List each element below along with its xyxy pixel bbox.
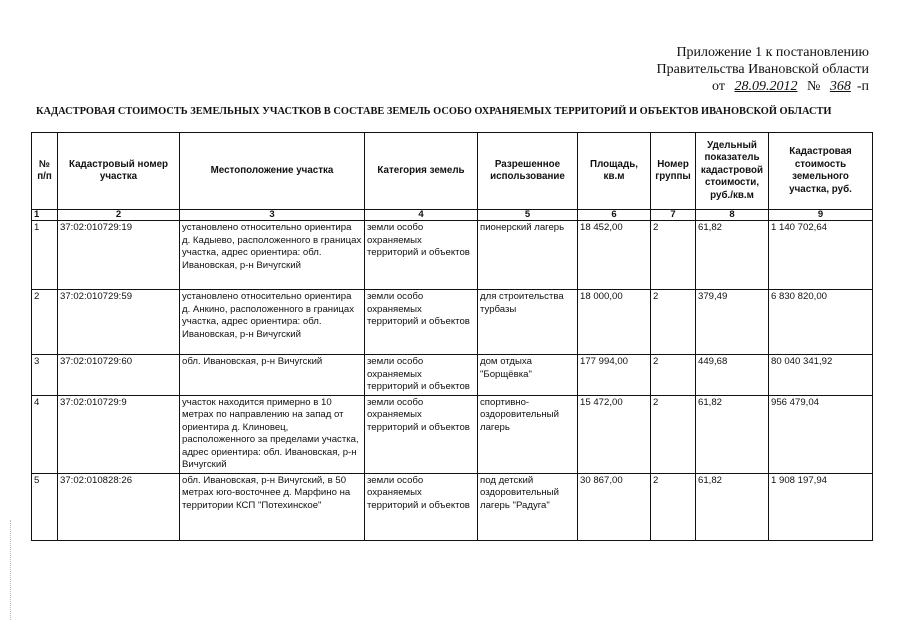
permitted-use: дом отдыха "Борщёвка" xyxy=(478,355,578,396)
column-number: 9 xyxy=(769,210,873,221)
land-category: земли особо охраняемых территорий и объектов xyxy=(365,290,478,355)
land-category: земли особо охраняемых территорий и объектов xyxy=(365,473,478,540)
plot-location: обл. Ивановская, р-н Вичугский, в 50 метрах юго-восточнее д. Марфино на территории КСП "Потехинское" xyxy=(180,473,365,540)
row-number: 2 xyxy=(32,290,58,355)
column-number: 4 xyxy=(365,210,478,221)
appendix-header xyxy=(657,44,869,95)
group-number: 2 xyxy=(651,473,696,540)
row-number: 1 xyxy=(32,221,58,290)
row-number: 5 xyxy=(32,473,58,540)
cadastral-value: 1 140 702,64 xyxy=(769,221,873,290)
group-number: 2 xyxy=(651,355,696,396)
land-category: земли особо охраняемых территорий и объектов xyxy=(365,221,478,290)
column-header: № п/п xyxy=(32,133,58,210)
area: 177 994,00 xyxy=(578,355,651,396)
column-number-row xyxy=(32,210,873,221)
permitted-use: пионерский лагерь xyxy=(478,221,578,290)
column-number: 6 xyxy=(578,210,651,221)
cadastral-number: 37:02:010729:9 xyxy=(58,395,180,473)
column-number: 3 xyxy=(180,210,365,221)
column-header: Удельный показатель кадастровой стоимости, руб./кв.м xyxy=(696,133,769,210)
document-title: КАДАСТРОВАЯ СТОИМОСТЬ ЗЕМЕЛЬНЫХ УЧАСТКОВ В СОСТАВЕ ЗЕМЕЛЬ ОСОБО ОХРАНЯЕМЫХ ТЕРРИТОРИЙ И ОБЪЕКТОВ ИВАНОВСКОЙ ОБЛАСТИ xyxy=(36,106,832,117)
appendix-line-1: Приложение 1 к постановлению xyxy=(676,45,869,60)
column-header: Площадь, кв.м xyxy=(578,133,651,210)
permitted-use: спортивно-оздоровительный лагерь xyxy=(478,395,578,473)
area: 18 452,00 xyxy=(578,221,651,290)
cadastral-value: 80 040 341,92 xyxy=(769,355,873,396)
column-header: Кадастровый номер участка xyxy=(58,133,180,210)
land-category: земли особо охраняемых территорий и объектов xyxy=(365,395,478,473)
unit-rate: 449,68 xyxy=(696,355,769,396)
plot-location: участок находится примерно в 10 метрах по направлению на запад от ориентира д. Клиновец, расположенного за пределами участка, адрес ориентира: обл. Ивановская, р-н Вичугский xyxy=(180,395,365,473)
permitted-use: под детский оздоровительный лагерь "Радуга" xyxy=(478,473,578,540)
column-header: Кадастровая стоимость земельного участка, руб. xyxy=(769,133,873,210)
number-label: № xyxy=(806,79,821,94)
column-number: 7 xyxy=(651,210,696,221)
column-number: 5 xyxy=(478,210,578,221)
unit-rate: 61,82 xyxy=(696,473,769,540)
permitted-use: для строительства турбазы xyxy=(478,290,578,355)
row-number: 3 xyxy=(32,355,58,396)
table-row xyxy=(32,290,873,355)
from-label: от xyxy=(712,79,725,94)
row-number: 4 xyxy=(32,395,58,473)
unit-rate: 61,82 xyxy=(696,221,769,290)
table-row xyxy=(32,473,873,540)
plot-location: установлено относительно ориентира д. Анкино, расположенного в границах участка, адрес ориентира: обл. Ивановская, р-н Вичугский xyxy=(180,290,365,355)
column-header: Разрешенное использование xyxy=(478,133,578,210)
cadastral-number: 37:02:010729:59 xyxy=(58,290,180,355)
cadastral-number: 37:02:010729:19 xyxy=(58,221,180,290)
group-number: 2 xyxy=(651,395,696,473)
land-category: земли особо охраняемых территорий и объектов xyxy=(365,355,478,396)
column-number: 8 xyxy=(696,210,769,221)
resolution-reference xyxy=(657,78,869,95)
cadastral-value: 6 830 820,00 xyxy=(769,290,873,355)
cadastral-value: 1 908 197,94 xyxy=(769,473,873,540)
resolution-number: 368 xyxy=(829,79,851,94)
column-header: Местоположение участка xyxy=(180,133,365,210)
cadastral-number: 37:02:010729:60 xyxy=(58,355,180,396)
number-suffix: -п xyxy=(856,79,869,94)
plot-location: обл. Ивановская, р-н Вичугский xyxy=(180,355,365,396)
column-number: 2 xyxy=(58,210,180,221)
group-number: 2 xyxy=(651,290,696,355)
appendix-line-2: Правительства Ивановской области xyxy=(656,62,869,77)
area: 15 472,00 xyxy=(578,395,651,473)
plot-location: установлено относительно ориентира д. Кадыево, расположенного в границах участка, адрес ориентира: обл. Ивановская, р-н Вичугский xyxy=(180,221,365,290)
scan-margin-dots xyxy=(10,520,13,620)
table-row xyxy=(32,355,873,396)
column-header: Категория земель xyxy=(365,133,478,210)
table-row xyxy=(32,395,873,473)
unit-rate: 61,82 xyxy=(696,395,769,473)
table-header-row xyxy=(32,133,873,210)
table-row xyxy=(32,221,873,290)
cadastral-value-table xyxy=(31,132,873,541)
area: 30 867,00 xyxy=(578,473,651,540)
group-number: 2 xyxy=(651,221,696,290)
column-number: 1 xyxy=(32,210,58,221)
resolution-date: 28.09.2012 xyxy=(734,79,798,94)
area: 18 000,00 xyxy=(578,290,651,355)
column-header: Номер группы xyxy=(651,133,696,210)
cadastral-number: 37:02:010828:26 xyxy=(58,473,180,540)
unit-rate: 379,49 xyxy=(696,290,769,355)
cadastral-value: 956 479,04 xyxy=(769,395,873,473)
